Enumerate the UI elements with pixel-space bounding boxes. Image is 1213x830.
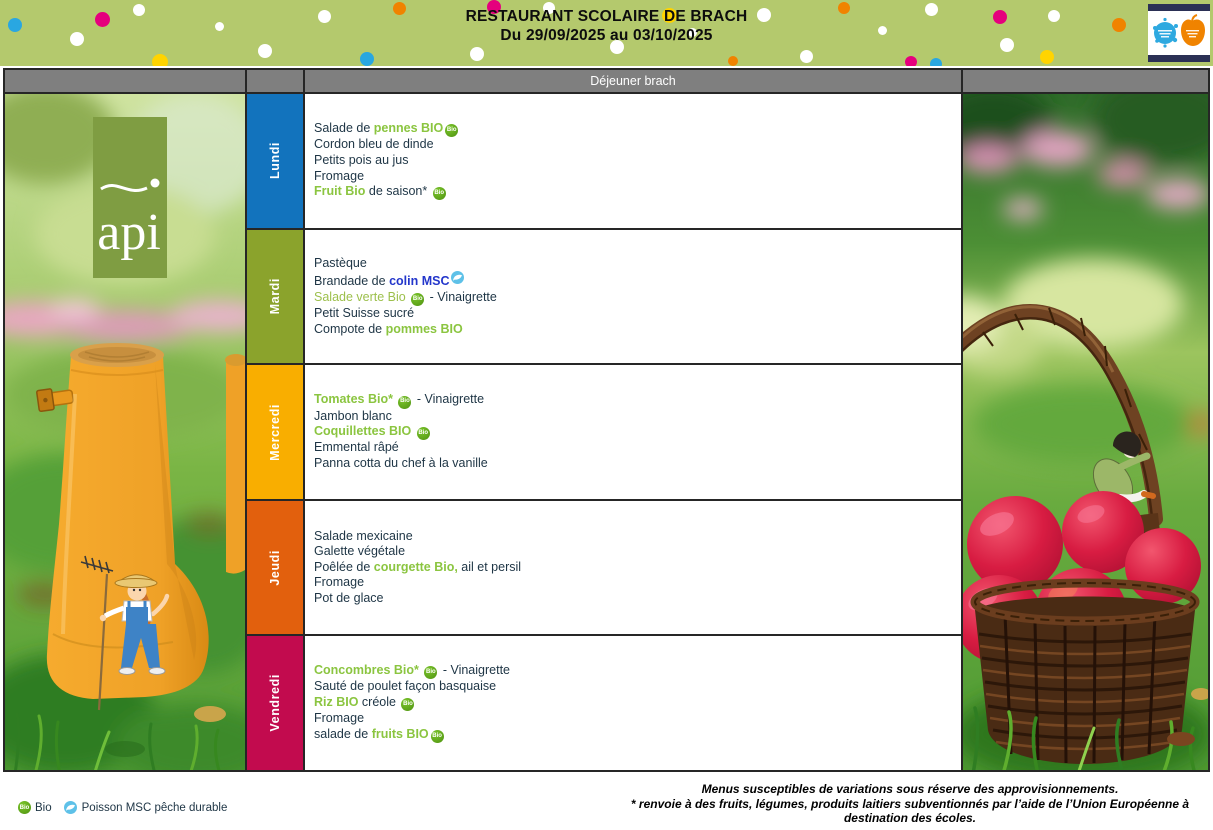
menu-text-segment: Pastèque bbox=[314, 255, 367, 270]
day-label-mardi bbox=[247, 230, 303, 364]
menu-line bbox=[314, 663, 951, 679]
legend bbox=[18, 801, 227, 814]
menu-table bbox=[3, 68, 1210, 772]
polka-dot bbox=[728, 56, 738, 66]
menu-text-segment: Salade mexicaine bbox=[314, 528, 413, 543]
menu-text-segment: Fromage bbox=[314, 168, 365, 183]
menu-mercredi bbox=[305, 365, 961, 499]
menu-text-segment: Salade verte Bio bbox=[314, 289, 410, 304]
msc-icon bbox=[451, 271, 464, 284]
menu-mardi bbox=[305, 230, 961, 364]
msc-icon bbox=[64, 801, 77, 814]
bio-icon: Bio bbox=[445, 124, 458, 137]
menu-line bbox=[314, 306, 951, 322]
menu-text-segment: Brandade de bbox=[314, 274, 390, 289]
menu-line bbox=[314, 137, 951, 153]
polka-dot bbox=[470, 47, 484, 61]
header-band bbox=[0, 0, 1213, 66]
apple-icon bbox=[1181, 15, 1205, 46]
day-label-vendredi bbox=[247, 636, 303, 770]
day-label-text: Jeudi bbox=[268, 549, 282, 586]
menu-line bbox=[314, 169, 951, 185]
bio-icon: Bio bbox=[431, 730, 444, 743]
menu-line bbox=[314, 392, 951, 408]
bio-icon: Bio bbox=[18, 801, 31, 814]
day-label-text: Mercredi bbox=[268, 403, 282, 461]
api-logo bbox=[93, 117, 167, 278]
menu-line bbox=[314, 256, 951, 272]
menu-line bbox=[314, 409, 951, 425]
menu-text-segment: fruits BIO bbox=[371, 726, 429, 741]
menu-line bbox=[314, 560, 951, 576]
menu-text-segment: Fromage bbox=[314, 575, 365, 590]
day-label-jeudi bbox=[247, 501, 303, 635]
menu-vendredi bbox=[305, 636, 961, 770]
menu-text-segment: Salade de bbox=[314, 121, 374, 136]
menu-text-segment: colin MSC bbox=[389, 274, 450, 289]
menu-line bbox=[314, 575, 951, 591]
bio-icon: Bio bbox=[417, 427, 430, 440]
menu-text-segment: Petit Suisse sucré bbox=[314, 306, 415, 321]
wicker-basket bbox=[975, 583, 1195, 764]
footer-note-line1: Menus susceptibles de variations sous réserve des approvisionnements. bbox=[701, 782, 1119, 796]
photo-right-apple-basket bbox=[963, 94, 1208, 770]
menu-text-segment: Coquillettes BIO bbox=[314, 424, 415, 439]
polka-dot bbox=[1040, 50, 1054, 64]
legend-msc-label: Poisson MSC pêche durable bbox=[81, 801, 228, 814]
menu-jeudi bbox=[305, 501, 961, 635]
menu-text-segment: Concombres Bio* bbox=[314, 663, 423, 678]
menu-line bbox=[314, 322, 951, 338]
menu-text-segment: Tomates Bio* bbox=[314, 392, 397, 407]
menu-text-segment: ail et persil bbox=[457, 559, 522, 574]
water-splash-icon bbox=[1153, 18, 1178, 48]
bio-icon: Bio bbox=[401, 698, 414, 711]
menu-text-segment: Compote de bbox=[314, 321, 386, 336]
bio-icon: Bio bbox=[411, 293, 424, 306]
menu-line bbox=[314, 679, 951, 695]
polka-dot bbox=[905, 56, 917, 66]
menu-line bbox=[314, 695, 951, 711]
boots-photo-art bbox=[5, 94, 245, 770]
menu-line bbox=[314, 727, 951, 743]
menu-text-segment: Fromage bbox=[314, 711, 365, 726]
menu-text-segment: Riz BIO bbox=[314, 695, 359, 710]
menu-line bbox=[314, 271, 951, 290]
footer-note bbox=[612, 782, 1208, 826]
menu-line bbox=[314, 153, 951, 169]
menu-line bbox=[314, 529, 951, 545]
footer-note-line2: * renvoie à des fruits, légumes, produits laitiers subventionnés par l’aide de l’Union Européenne à destination des écoles. bbox=[630, 796, 1190, 825]
page-title-block bbox=[0, 7, 1213, 45]
menu-line bbox=[314, 184, 951, 200]
menu-text-segment: Emmental râpé bbox=[314, 440, 399, 455]
gray-header-days bbox=[247, 70, 303, 92]
menu-text-segment: - Vinaigrette bbox=[413, 392, 485, 407]
day-label-mercredi bbox=[247, 365, 303, 499]
legend-bio-label: Bio bbox=[35, 801, 52, 814]
menu-line bbox=[314, 544, 951, 560]
menu-text-segment: - Vinaigrette bbox=[426, 289, 497, 304]
polka-dot bbox=[360, 52, 374, 66]
menu-text-segment: Sauté de poulet façon basquaise bbox=[314, 679, 497, 694]
polka-dot bbox=[258, 44, 272, 58]
day-label-text: Vendredi bbox=[268, 674, 282, 732]
menu-line bbox=[314, 121, 951, 137]
menu-line bbox=[314, 440, 951, 456]
bio-icon: Bio bbox=[433, 187, 446, 200]
menu-text-segment: - Vinaigrette bbox=[439, 663, 511, 678]
menu-text-segment: pennes BIO bbox=[373, 121, 444, 136]
menu-text-segment: pommes BIO bbox=[385, 321, 463, 336]
photo-left-boots bbox=[5, 94, 245, 770]
menu-text-segment: Fruit Bio bbox=[314, 184, 366, 199]
menu-text-segment: Cordon bleu de dinde bbox=[314, 137, 434, 152]
polka-dot bbox=[930, 58, 942, 66]
meal-header-cell: Déjeuner brach bbox=[305, 70, 961, 92]
menu-text-segment: Petits pois au jus bbox=[314, 153, 409, 167]
day-label-lundi bbox=[247, 94, 303, 228]
logo-bottom-bar bbox=[1148, 55, 1210, 62]
menu-text-segment: Galette végétale bbox=[314, 544, 406, 559]
menu-text-segment: de saison* bbox=[365, 184, 431, 199]
menu-text-segment: créole bbox=[358, 695, 400, 710]
date-range: Du 29/09/2025 au 03/10/2025 bbox=[500, 27, 713, 44]
menu-line bbox=[314, 424, 951, 440]
eu-logo-art bbox=[1148, 4, 1210, 62]
menu-line bbox=[314, 711, 951, 727]
day-label-text: Lundi bbox=[268, 142, 282, 180]
logo-top-bar bbox=[1148, 4, 1210, 11]
menu-text-segment: Poêlée de bbox=[314, 559, 374, 574]
menu-text-segment: Jambon blanc bbox=[314, 408, 392, 423]
day-label-text: Mardi bbox=[268, 278, 282, 315]
menu-text-segment: courgette Bio, bbox=[373, 559, 458, 574]
eu-school-program-logo bbox=[1148, 4, 1210, 62]
gray-header-left bbox=[5, 70, 245, 92]
bio-icon: Bio bbox=[424, 666, 437, 679]
menu-text-segment: salade de bbox=[314, 726, 372, 741]
apple-basket-photo-art bbox=[963, 94, 1208, 770]
polka-dot bbox=[152, 54, 168, 66]
bio-icon: Bio bbox=[398, 396, 411, 409]
second-boot bbox=[225, 354, 245, 574]
page-title: RESTAURANT SCOLAIRE DE BRACH bbox=[465, 8, 748, 25]
gray-header-right bbox=[963, 70, 1208, 92]
polka-dot bbox=[800, 50, 813, 63]
menu-text-segment: Panna cotta du chef à la vanille bbox=[314, 456, 488, 471]
menu-line bbox=[314, 456, 951, 472]
svg-text:api: api bbox=[97, 204, 161, 261]
menu-line bbox=[314, 290, 951, 306]
menu-lundi bbox=[305, 94, 961, 228]
menu-line bbox=[314, 591, 951, 607]
menu-text-segment: Pot de glace bbox=[314, 590, 384, 605]
